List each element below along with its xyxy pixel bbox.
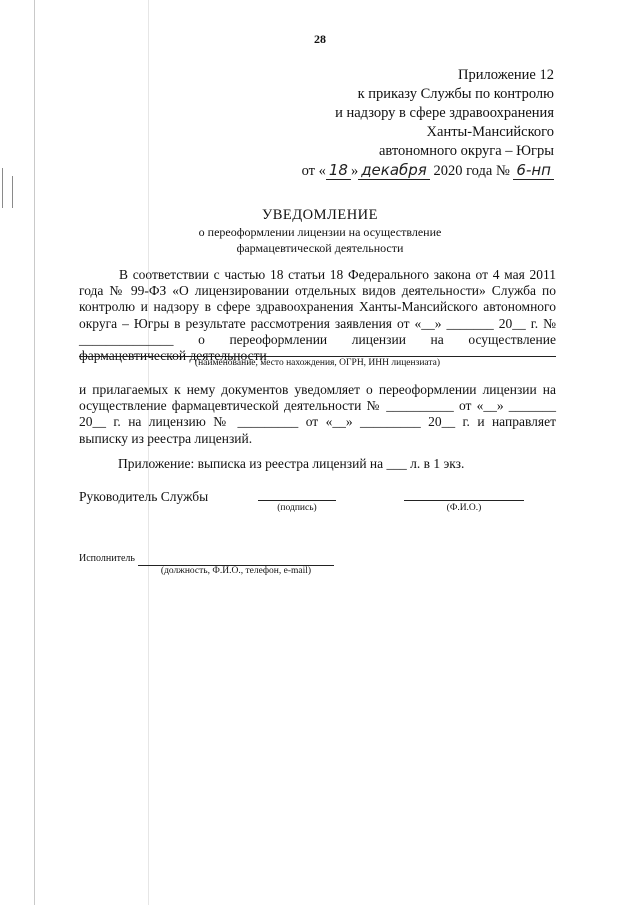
executor-caption: (должность, Ф.И.О., телефон, e-mail) xyxy=(160,566,312,576)
appendix-line: к приказу Службы по контролю xyxy=(357,86,554,102)
scan-edge-mark xyxy=(2,168,3,208)
handwritten-order-number: 6-нп xyxy=(513,161,554,180)
name-caption: (Ф.И.О.) xyxy=(446,503,482,513)
date-prefix: от « xyxy=(301,163,326,179)
head-label: Руководитель Службы xyxy=(79,489,209,504)
attachment-line: Приложение: выписка из реестра лицензий на ___ л. в 1 экз. xyxy=(118,456,465,471)
appendix-line: Приложение 12 xyxy=(458,67,554,83)
date-year: 2020 года № xyxy=(429,163,514,179)
appendix-line: Ханты-Мансийского xyxy=(426,124,554,140)
appendix-line: автономного округа – Югры xyxy=(378,143,554,159)
notice-subtitle: фармацевтической деятельности xyxy=(236,241,404,255)
executor-label: Исполнитель xyxy=(79,553,135,564)
order-date-line xyxy=(224,161,554,181)
handwritten-month: декабря xyxy=(358,161,430,180)
signature-line xyxy=(258,500,336,501)
licensee-caption: (наименование, место нахождения, ОГРН, ИНН лицензиата) xyxy=(194,358,441,368)
scan-edge-mark xyxy=(12,176,13,208)
name-line xyxy=(404,500,524,501)
notice-paragraph: В соответствии с частью 18 статьи 18 Федерального закона от 4 мая 2011 года № 99-ФЗ «О лицензировании отдельных видов деятельности» Служба по контролю и надзору в сфере здравоохранения Ханты-Мансийского автономного округа – Югры в результате рассмотрения заявления от «__» _______ 20__ г. № ______________ о переоформлении лицензии на осуществление фармацевтической деятельности xyxy=(79,267,556,364)
scan-edge-mark xyxy=(148,0,149,905)
scan-edge-mark xyxy=(34,0,35,905)
appendix-line: и надзору в сфере здравоохранения xyxy=(335,105,554,121)
notice-title-block xyxy=(0,206,640,256)
handwritten-day: 18 xyxy=(326,161,351,180)
appendix-header xyxy=(224,66,554,181)
notice-title: УВЕДОМЛЕНИЕ xyxy=(261,207,379,223)
date-mid: » xyxy=(350,163,359,179)
page-number: 28 xyxy=(314,32,326,46)
notice-subtitle: о переоформлении лицензии на осуществление xyxy=(198,225,442,239)
signature-caption: (подпись) xyxy=(277,503,317,513)
licensee-fill-line xyxy=(79,356,556,357)
notice-paragraph: и прилагаемых к нему документов уведомляет о переоформлении лицензии на осуществление фармацевтической деятельности № __________ от «__» _______ 20__ г. на лицензию № _________ от «__» _________ 20__ г. и направляет выписку из реестра лицензий. xyxy=(79,382,556,446)
